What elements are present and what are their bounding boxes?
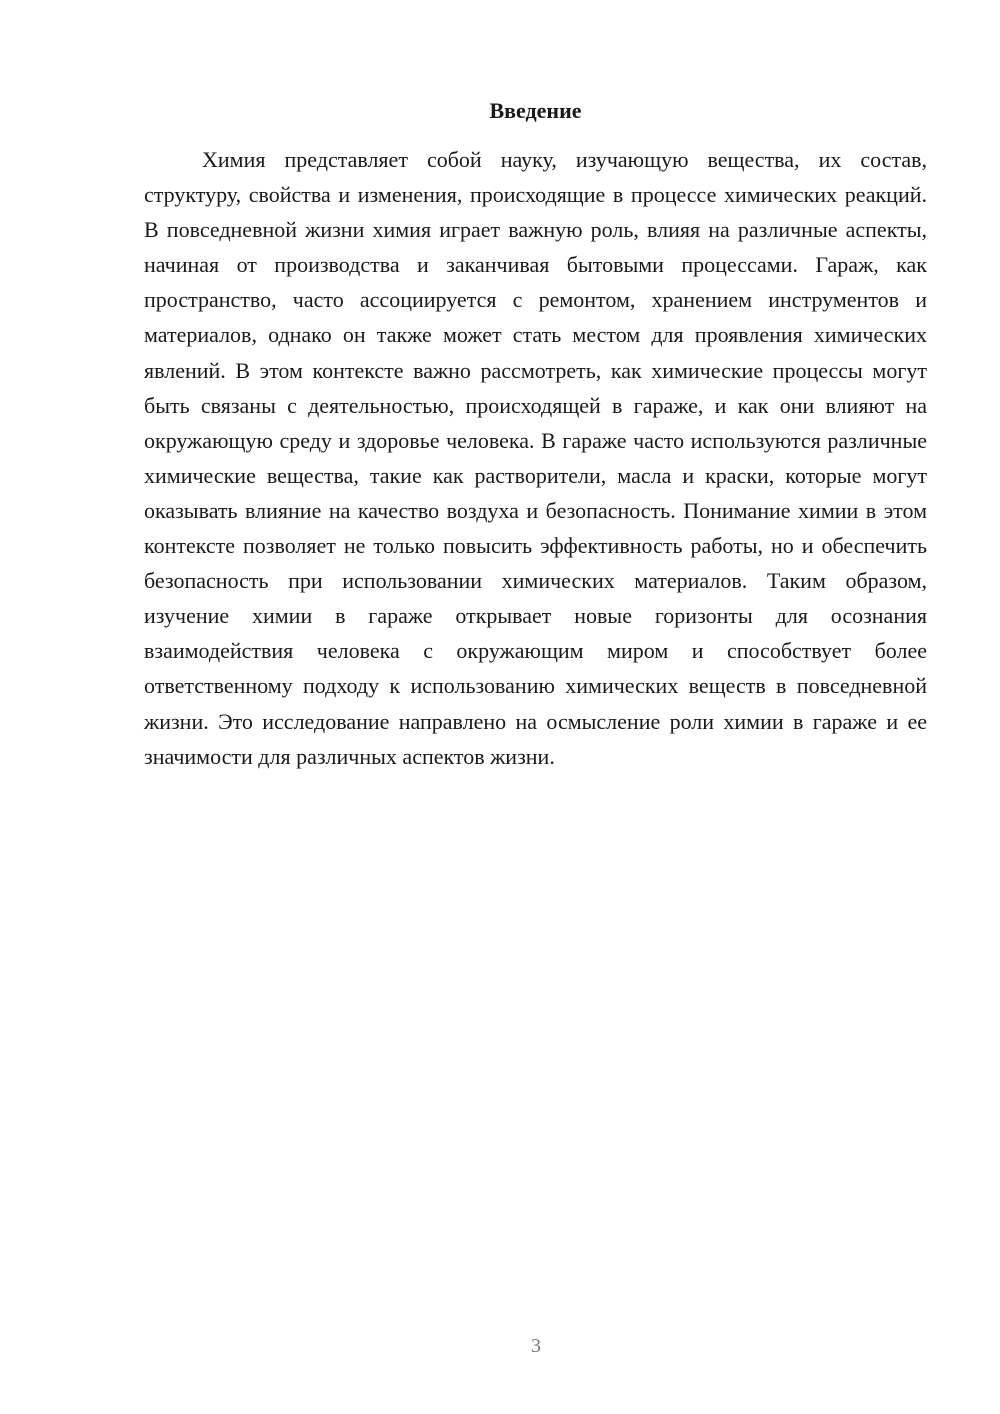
section-heading: Введение [489,98,582,123]
page-number: 3 [531,1335,541,1357]
body-paragraph: Химия представляет собой науку, изучающую вещества, их состав, структуру, свойства и изменения, происходящие в процессе химических реакций. В повседневной жизни химия играет важную роль, влияя на различные аспекты, начиная от производства и заканчивая бытовыми процессами. Гараж, как пространство, часто ассоциируется с ремонтом, хранением инструментов и материалов, однако он также может стать местом для проявления химических явлений. В этом контексте важно рассмотреть, как химические процессы могут быть связаны с деятельностью, происходящей в гараже, и как они влияют на окружающую среду и здоровье человека. В гараже часто используются различные химические вещества, такие как растворители, масла и краски, которые могут оказывать влияние на качество воздуха и безопасность. Понимание химии в этом контексте позволяет не только повысить эффективность работы, но и обеспечить безопасность при использовании химических материалов. Таким образом, изучение химии в гараже открывает новые горизонты для осознания взаимодействия человека с окружающим миром и способствует более ответственному подходу к использованию химических веществ в повседневной жизни. Это исследование направлено на осмысление роли химии в гараже и ее значимости для различных аспектов жизни. [144,147,927,769]
